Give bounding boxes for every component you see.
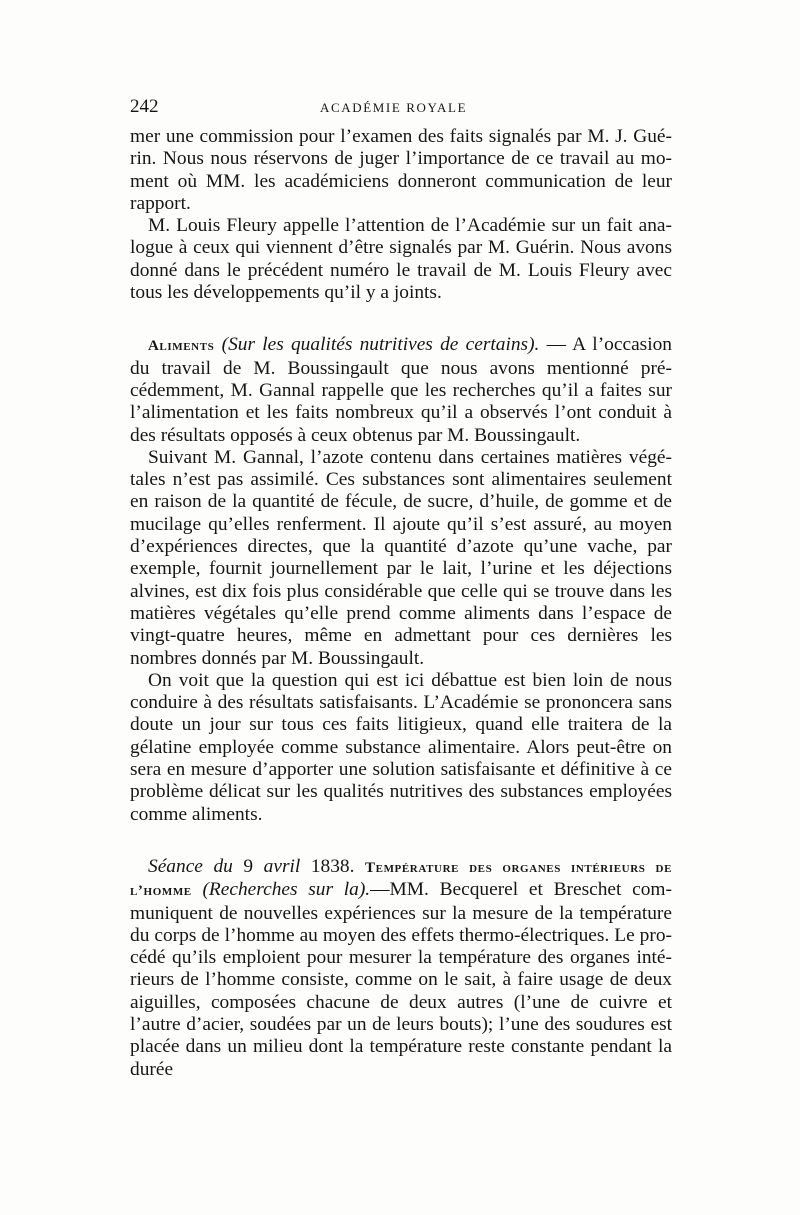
paragraph-seance [130,856,672,1081]
paragraph-conclusion: On voit que la question qui est ici débattue est bien loin de nous conduire à des résultats satisfaisants. L’Académie se prononcera sans doute un jour sur tous ces faits litigieux, quand elle traitera de la gélatine employée comme substance alimentaire. Alors peut-être on sera en mesure d’apporter une solution satisfaisante et définitive à ce problème délicat sur les qualités nutritives des substances employées comme aliments. [130,669,672,825]
page-body [130,126,672,1081]
paragraph-temperature-text: —MM. Becquerel et Breschet communiquent de nouvelles expériences sur la mesure de la température du corps de l’homme au moyen des effets thermo-électriques. Le procédé qu’ils emploient pour mesurer la température des organes intérieurs de l’homme consiste, comme on le sait, à faire usage de deux aiguilles, composées chacune de deux autres (l’une de cuivre et l’autre d’acier, soudées par un de leurs bouts); l’une des soudures est placée dans un milieu dont la température reste constante pendant la durée [130,879,672,1080]
paragraph-aliments-text: — A l’occasion du travail de M. Boussingault que nous avons mentionné précédemment, M. Gannal rappelle que les recherches qu’il a faites sur l’alimentation et les faits nombreux qu’il a observés l’ont conduit à des résultats opposés à ceux obtenus par M. Boussingault. [130,334,672,446]
paragraph-gannal: Suivant M. Gannal, l’azote contenu dans certaines matières végétales n’est pas assimilé. Ces substances sont alimentaires seulement en raison de la quantité de fécule, de sucre, d’huile, de gomme et de mucilage qu’elles renferment. Il ajoute qu’il s’est assuré, au moyen d’expériences directes, que la quantité d’azote qu’une vache, par exemple, fournit journellement par le lait, l’urine et les déjections alvines, est dix fois plus considérable que celle qui se trouve dans les matières végétales qu’elle prend comme aliments dans l’espace de vingt-quatre heures, même en admettant pour ces dernières les nombres donnés par M. Boussingault. [130,446,672,669]
paragraph-2: M. Louis Fleury appelle l’attention de l’Académie sur un fait analogue à ceux qui viennent d’être signalés par M. Guérin. Nous avons donné dans le précédent numéro le travail de M. Louis Fleury avec tous les développements qu’il y a joints. [130,215,672,304]
section-heading-aliments: Aliments [148,338,215,355]
seance-year: 1838. [300,855,366,877]
paragraph-aliments [130,334,672,446]
running-title: ACADÉMIE ROYALE [320,100,468,115]
section-heading-aliments-subtitle: (Sur les qualités nutritives de certains). [221,334,540,356]
seance-day: 9 [232,855,264,877]
running-head [130,96,672,122]
paragraph-1: mer une commission pour l’examen des faits signalés par M. J. Guérin. Nous nous réservons de juger l’importance de ce travail au moment où MM. les académiciens donneront communication de leur rapport. [130,126,672,214]
seance-month: avril [263,855,301,877]
page-number: 242 [130,96,159,117]
seance-label: Séance du [148,855,233,877]
section-heading-temperature: Température des organes intérieurs de l’homme [130,859,673,900]
section-heading-temperature-subtitle: (Recherches sur la). [191,879,371,901]
